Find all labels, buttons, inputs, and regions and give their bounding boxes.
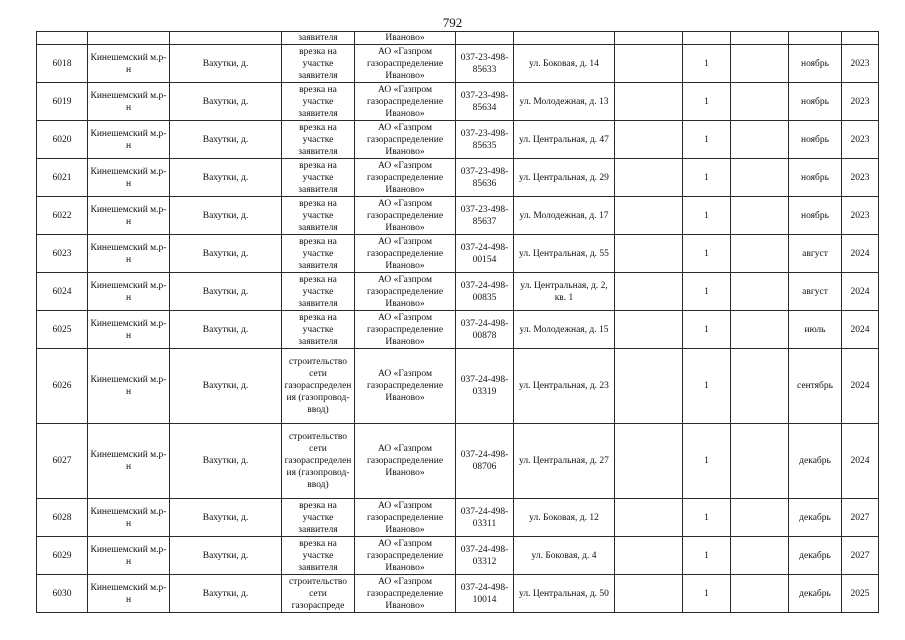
quantity-cell: 1: [683, 45, 731, 83]
work-type-cell: врезка на участке заявителя: [282, 311, 355, 349]
year-cell: 2023: [842, 159, 879, 197]
quantity-cell: 1: [683, 235, 731, 273]
blank-cell: [731, 537, 789, 575]
blank-cell: [615, 349, 683, 424]
registry-table: [36, 31, 879, 613]
district-cell: [88, 32, 170, 45]
application-code-cell: 037-23-498-85633: [456, 45, 514, 83]
application-code-cell: 037-23-498-85636: [456, 159, 514, 197]
row-number: 6025: [37, 311, 88, 349]
blank-cell: [731, 424, 789, 499]
table-row: [37, 45, 879, 83]
settlement-cell: [170, 32, 282, 45]
year-cell: 2023: [842, 121, 879, 159]
quantity-cell: 1: [683, 273, 731, 311]
row-number: 6029: [37, 537, 88, 575]
quantity-cell: 1: [683, 311, 731, 349]
blank-cell: [615, 197, 683, 235]
table-row: [37, 537, 879, 575]
blank-cell: [731, 349, 789, 424]
year-cell: 2024: [842, 311, 879, 349]
settlement-cell: Вахутки, д.: [170, 273, 282, 311]
settlement-cell: Вахутки, д.: [170, 424, 282, 499]
work-type-cell: строительство сети газораспределения (газопровод-ввод): [282, 349, 355, 424]
table-row: [37, 424, 879, 499]
work-type-cell: врезка на участке заявителя: [282, 273, 355, 311]
address-cell: ул. Центральная, д. 29: [514, 159, 615, 197]
blank-cell: [731, 235, 789, 273]
blank-cell: [615, 424, 683, 499]
table-row: [37, 235, 879, 273]
district-cell: Кинешемский м.р-н: [88, 235, 170, 273]
organization-cell: АО «Газпром газораспределение Иваново»: [355, 83, 456, 121]
blank-cell: [615, 32, 683, 45]
work-type-cell: врезка на участке заявителя: [282, 159, 355, 197]
work-type-cell: врезка на участке заявителя: [282, 499, 355, 537]
month-cell: август: [789, 273, 842, 311]
table-row: [37, 575, 879, 613]
district-cell: Кинешемский м.р-н: [88, 121, 170, 159]
organization-cell: АО «Газпром газораспределение Иваново»: [355, 45, 456, 83]
application-code-cell: 037-24-498-03311: [456, 499, 514, 537]
application-code-cell: 037-24-498-10014: [456, 575, 514, 613]
page-number: 792: [442, 15, 463, 30]
blank-cell: [615, 311, 683, 349]
table-row: [37, 121, 879, 159]
address-cell: ул. Центральная, д. 50: [514, 575, 615, 613]
work-type-cell: строительство сети газораспределения (газопровод-ввод): [282, 424, 355, 499]
year-cell: 2023: [842, 83, 879, 121]
settlement-cell: Вахутки, д.: [170, 311, 282, 349]
quantity-cell: 1: [683, 197, 731, 235]
blank-cell: [731, 197, 789, 235]
district-cell: Кинешемский м.р-н: [88, 159, 170, 197]
work-type-cell: врезка на участке заявителя: [282, 83, 355, 121]
address-cell: ул. Молодежная, д. 15: [514, 311, 615, 349]
application-code-cell: 037-23-498-85634: [456, 83, 514, 121]
blank-cell: [731, 311, 789, 349]
year-cell: 2024: [842, 349, 879, 424]
address-cell: ул. Центральная, д. 47: [514, 121, 615, 159]
organization-cell: АО «Газпром газораспределение Иваново»: [355, 499, 456, 537]
settlement-cell: Вахутки, д.: [170, 575, 282, 613]
year-cell: 2024: [842, 424, 879, 499]
organization-cell: АО «Газпром газораспределение Иваново»: [355, 311, 456, 349]
blank-cell: [615, 121, 683, 159]
settlement-cell: Вахутки, д.: [170, 45, 282, 83]
settlement-cell: Вахутки, д.: [170, 121, 282, 159]
quantity-cell: 1: [683, 349, 731, 424]
organization-cell: АО «Газпром газораспределение Иваново»: [355, 273, 456, 311]
row-number: 6023: [37, 235, 88, 273]
district-cell: Кинешемский м.р-н: [88, 83, 170, 121]
month-cell: август: [789, 235, 842, 273]
blank-cell: [615, 235, 683, 273]
address-cell: ул. Молодежная, д. 13: [514, 83, 615, 121]
row-number: 6028: [37, 499, 88, 537]
address-cell: ул. Молодежная, д. 17: [514, 197, 615, 235]
district-cell: Кинешемский м.р-н: [88, 537, 170, 575]
application-code-cell: 037-23-498-85635: [456, 121, 514, 159]
work-type-cell: врезка на участке заявителя: [282, 121, 355, 159]
settlement-cell: Вахутки, д.: [170, 349, 282, 424]
month-cell: сентябрь: [789, 349, 842, 424]
month-cell: июль: [789, 311, 842, 349]
table-row: [37, 349, 879, 424]
row-number: 6030: [37, 575, 88, 613]
quantity-cell: 1: [683, 499, 731, 537]
blank-cell: [731, 32, 789, 45]
month-cell: ноябрь: [789, 121, 842, 159]
quantity-cell: 1: [683, 537, 731, 575]
year-cell: [842, 32, 879, 45]
district-cell: Кинешемский м.р-н: [88, 424, 170, 499]
address-cell: ул. Боковая, д. 12: [514, 499, 615, 537]
application-code-cell: 037-23-498-85637: [456, 197, 514, 235]
district-cell: Кинешемский м.р-н: [88, 273, 170, 311]
blank-cell: [731, 159, 789, 197]
quantity-cell: 1: [683, 159, 731, 197]
year-cell: 2027: [842, 537, 879, 575]
month-cell: ноябрь: [789, 159, 842, 197]
district-cell: Кинешемский м.р-н: [88, 197, 170, 235]
application-code-cell: 037-24-498-08706: [456, 424, 514, 499]
organization-cell: АО «Газпром газораспределение Иваново»: [355, 235, 456, 273]
work-type-cell: врезка на участке заявителя: [282, 197, 355, 235]
organization-cell: АО «Газпром газораспределение Иваново»: [355, 349, 456, 424]
blank-cell: [615, 537, 683, 575]
blank-cell: [731, 45, 789, 83]
settlement-cell: Вахутки, д.: [170, 499, 282, 537]
row-number: 6020: [37, 121, 88, 159]
address-cell: [514, 32, 615, 45]
address-cell: ул. Центральная, д. 23: [514, 349, 615, 424]
address-cell: ул. Боковая, д. 14: [514, 45, 615, 83]
blank-cell: [615, 499, 683, 537]
settlement-cell: Вахутки, д.: [170, 235, 282, 273]
month-cell: ноябрь: [789, 197, 842, 235]
district-cell: Кинешемский м.р-н: [88, 45, 170, 83]
organization-cell: АО «Газпром газораспределение Иваново»: [355, 575, 456, 613]
table-row: [37, 273, 879, 311]
year-cell: 2023: [842, 45, 879, 83]
organization-cell: АО «Газпром газораспределение Иваново»: [355, 159, 456, 197]
blank-cell: [731, 83, 789, 121]
row-number: 6021: [37, 159, 88, 197]
row-number: 6027: [37, 424, 88, 499]
organization-cell: АО «Газпром газораспределение Иваново»: [355, 197, 456, 235]
blank-cell: [731, 499, 789, 537]
settlement-cell: Вахутки, д.: [170, 537, 282, 575]
organization-cell: Иваново»: [355, 32, 456, 45]
blank-cell: [615, 273, 683, 311]
settlement-cell: Вахутки, д.: [170, 197, 282, 235]
month-cell: ноябрь: [789, 83, 842, 121]
address-cell: ул. Центральная, д. 55: [514, 235, 615, 273]
application-code-cell: [456, 32, 514, 45]
application-code-cell: 037-24-498-03312: [456, 537, 514, 575]
settlement-cell: Вахутки, д.: [170, 159, 282, 197]
organization-cell: АО «Газпром газораспределение Иваново»: [355, 121, 456, 159]
district-cell: Кинешемский м.р-н: [88, 349, 170, 424]
row-number: 6022: [37, 197, 88, 235]
table-row: [37, 499, 879, 537]
blank-cell: [615, 159, 683, 197]
settlement-cell: Вахутки, д.: [170, 83, 282, 121]
table-row: [37, 197, 879, 235]
month-cell: декабрь: [789, 537, 842, 575]
district-cell: Кинешемский м.р-н: [88, 499, 170, 537]
row-number: [37, 32, 88, 45]
year-cell: 2027: [842, 499, 879, 537]
district-cell: Кинешемский м.р-н: [88, 311, 170, 349]
month-cell: ноябрь: [789, 45, 842, 83]
quantity-cell: 1: [683, 83, 731, 121]
year-cell: 2025: [842, 575, 879, 613]
application-code-cell: 037-24-498-00835: [456, 273, 514, 311]
address-cell: ул. Центральная, д. 27: [514, 424, 615, 499]
address-cell: ул. Боковая, д. 4: [514, 537, 615, 575]
blank-cell: [731, 575, 789, 613]
table-row: [37, 311, 879, 349]
work-type-cell: строительство сети газораспреде: [282, 575, 355, 613]
blank-cell: [615, 45, 683, 83]
application-code-cell: 037-24-498-03319: [456, 349, 514, 424]
quantity-cell: 1: [683, 424, 731, 499]
organization-cell: АО «Газпром газораспределение Иваново»: [355, 424, 456, 499]
quantity-cell: 1: [683, 121, 731, 159]
row-number: 6026: [37, 349, 88, 424]
work-type-cell: заявителя: [282, 32, 355, 45]
work-type-cell: врезка на участке заявителя: [282, 537, 355, 575]
table-row: [37, 159, 879, 197]
address-cell: ул. Центральная, д. 2, кв. 1: [514, 273, 615, 311]
month-cell: декабрь: [789, 499, 842, 537]
month-cell: декабрь: [789, 424, 842, 499]
work-type-cell: врезка на участке заявителя: [282, 45, 355, 83]
blank-cell: [615, 575, 683, 613]
table-row: [37, 83, 879, 121]
application-code-cell: 037-24-498-00878: [456, 311, 514, 349]
row-number: 6018: [37, 45, 88, 83]
row-number: 6019: [37, 83, 88, 121]
district-cell: Кинешемский м.р-н: [88, 575, 170, 613]
row-number: 6024: [37, 273, 88, 311]
table-row: [37, 32, 879, 45]
table-body: [37, 32, 879, 613]
blank-cell: [731, 273, 789, 311]
month-cell: [789, 32, 842, 45]
work-type-cell: врезка на участке заявителя: [282, 235, 355, 273]
blank-cell: [615, 83, 683, 121]
year-cell: 2024: [842, 235, 879, 273]
year-cell: 2024: [842, 273, 879, 311]
month-cell: декабрь: [789, 575, 842, 613]
application-code-cell: 037-24-498-00154: [456, 235, 514, 273]
quantity-cell: 1: [683, 575, 731, 613]
quantity-cell: [683, 32, 731, 45]
organization-cell: АО «Газпром газораспределение Иваново»: [355, 537, 456, 575]
year-cell: 2023: [842, 197, 879, 235]
blank-cell: [731, 121, 789, 159]
